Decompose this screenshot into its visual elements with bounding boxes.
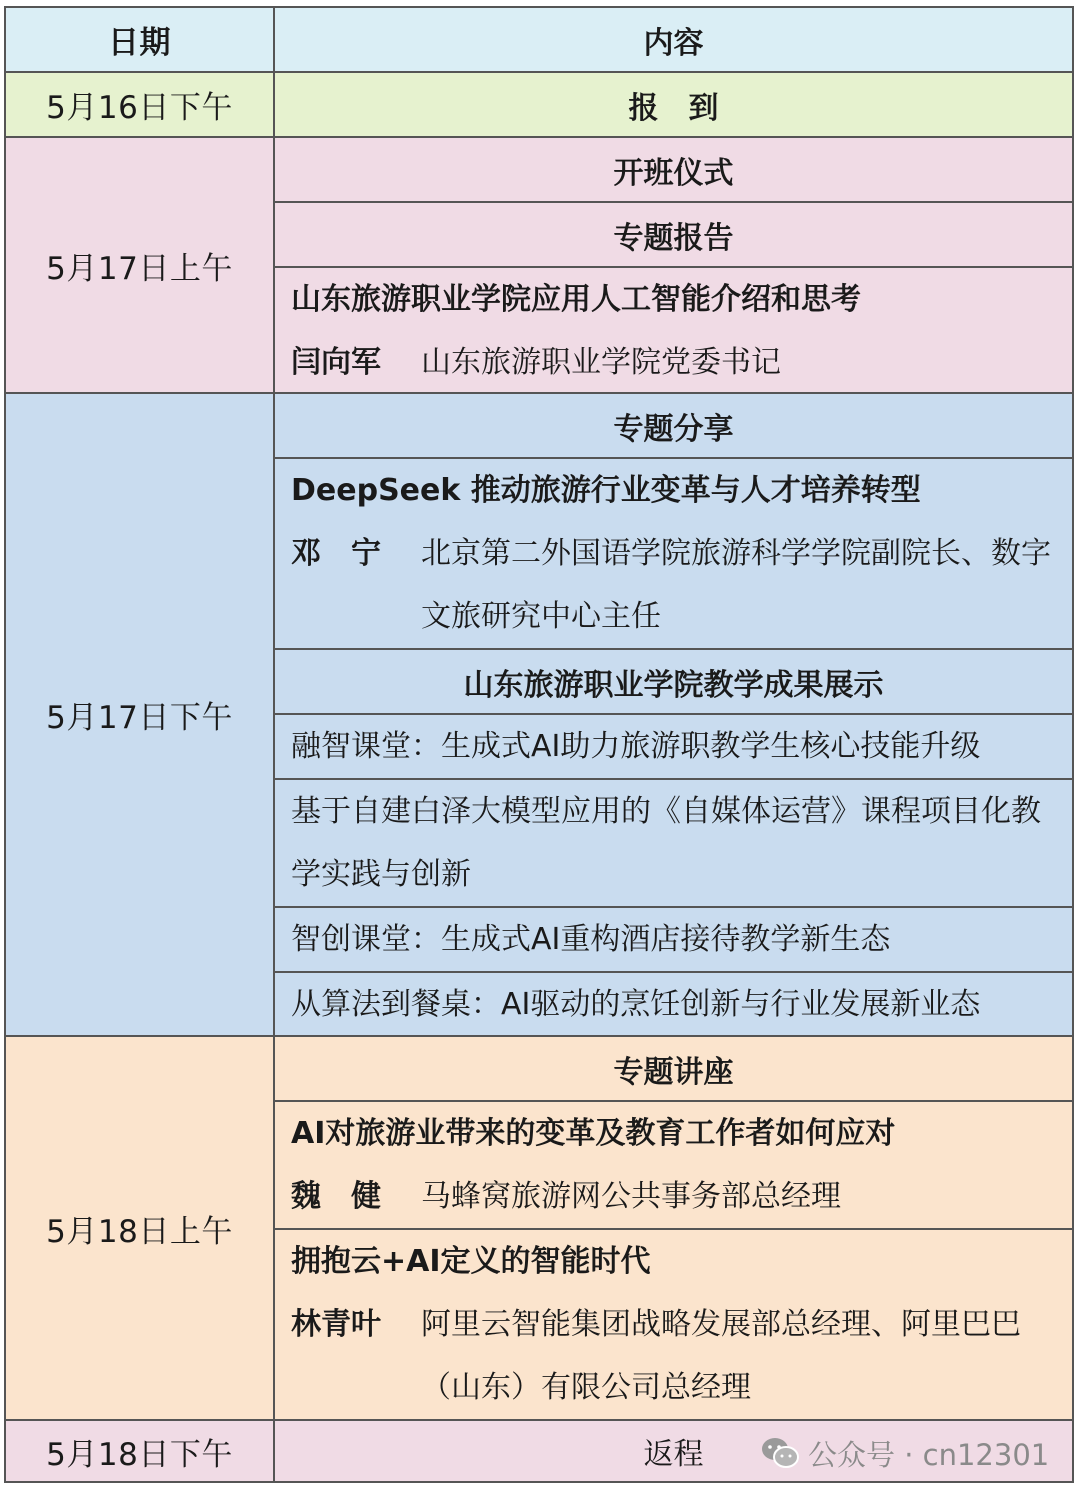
row-share-section: 专题分享: [273, 392, 1074, 459]
row-report-item: [273, 266, 1074, 394]
date-may16-pm: 5月16日下午: [4, 71, 275, 138]
lecture1-role: 马蜂窝旅游网公共事务部总经理: [421, 1179, 841, 1214]
row-lecture-1: [273, 1100, 1074, 1230]
wechat-icon: [760, 1436, 800, 1470]
row-report-section: 专题报告: [273, 201, 1074, 268]
header-date: 日期: [4, 6, 275, 73]
row-share-item: [273, 457, 1074, 650]
row-lecture-section: 专题讲座: [273, 1035, 1074, 1102]
row-opening-ceremony: 开班仪式: [273, 136, 1074, 203]
share-speaker-line: [291, 522, 1072, 648]
date-may18-am: 5月18日上午: [4, 1035, 275, 1421]
report-speaker: 闫向军: [291, 345, 381, 380]
lecture2-speaker-line: [291, 1293, 1072, 1419]
row-showcase-2: 基于自建白泽大模型应用的《自媒体运营》课程项目化教学实践与创新: [273, 778, 1074, 908]
lecture1-speaker: 魏 健: [291, 1179, 381, 1214]
lecture2-speaker: 林青叶: [291, 1307, 381, 1342]
row-showcase-3: 智创课堂：生成式AI重构酒店接待教学新生态: [273, 906, 1074, 973]
share-title: DeepSeek 推动旅游行业变革与人才培养转型: [291, 473, 921, 508]
header-content: 内容: [273, 6, 1074, 73]
row-checkin: 报 到: [273, 71, 1074, 138]
watermark: [760, 1430, 1049, 1476]
lecture1-speaker-line: [291, 1165, 1072, 1228]
report-role: 山东旅游职业学院党委书记: [421, 345, 781, 380]
row-showcase-section: 山东旅游职业学院教学成果展示: [273, 648, 1074, 715]
date-may17-am: 5月17日上午: [4, 136, 275, 394]
share-role: 北京第二外国语学院旅游科学学院副院长、数字文旅研究中心主任: [421, 536, 1051, 634]
row-lecture-2: [273, 1228, 1074, 1421]
watermark-text: 公众号 · cn12301: [808, 1437, 1050, 1472]
lecture1-title: AI对旅游业带来的变革及教育工作者如何应对: [291, 1116, 896, 1151]
report-title: 山东旅游职业学院应用人工智能介绍和思考: [291, 282, 861, 317]
share-speaker: 邓 宁: [291, 536, 381, 571]
date-may17-pm: 5月17日下午: [4, 392, 275, 1037]
date-may18-pm: 5月18日下午: [4, 1419, 275, 1483]
row-showcase-4: 从算法到餐桌：AI驱动的烹饪创新与行业发展新业态: [273, 971, 1074, 1037]
report-speaker-line: [291, 331, 1072, 394]
lecture2-title: 拥抱云+AI定义的智能时代: [291, 1244, 651, 1279]
row-showcase-1: 融智课堂：生成式AI助力旅游职教学生核心技能升级: [273, 713, 1074, 780]
row-return: 返程: [273, 1419, 1074, 1483]
lecture2-role: 阿里云智能集团战略发展部总经理、阿里巴巴（山东）有限公司总经理: [421, 1307, 1021, 1405]
